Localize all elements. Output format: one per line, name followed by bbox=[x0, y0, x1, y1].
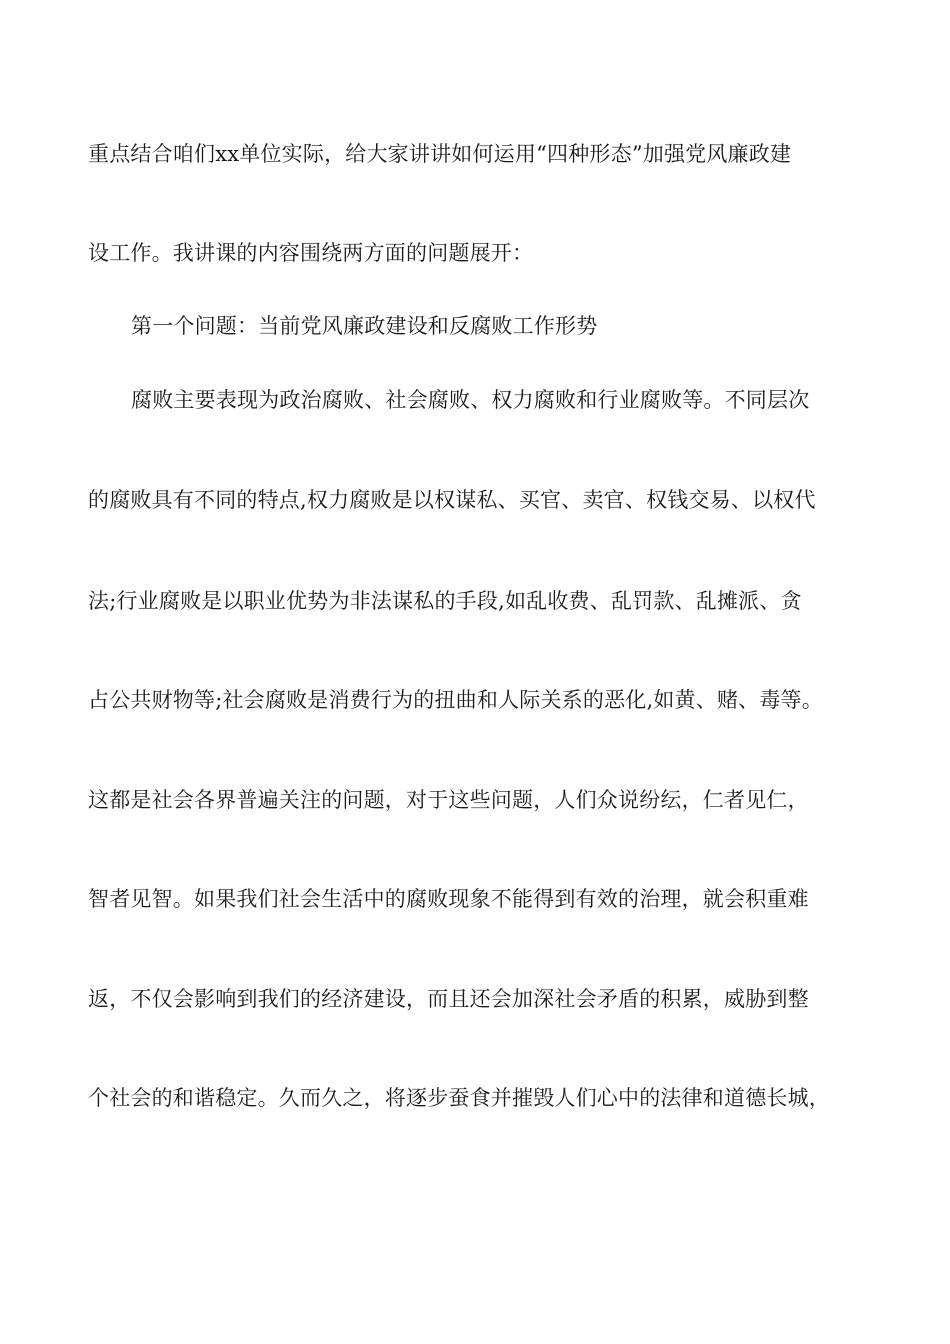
paragraph-line-2: 设工作。我讲课的内容围绕两方面的问题展开： bbox=[88, 241, 534, 265]
paragraph-line-7: 这都是社会各界普遍关注的问题，对于这些问题，人们众说纷纭，仁者见仁， bbox=[88, 788, 809, 812]
paragraph-line-1: 重点结合咱们xx单位实际，给大家讲讲如何运用“四种形态”加强党风廉政建 bbox=[88, 142, 792, 166]
paragraph-line-4: 的腐败具有不同的特点,权力腐败是以权谋私、买官、卖官、权钱交易、以权代 bbox=[88, 488, 816, 512]
paragraph-line-6: 占公共财物等;社会腐败是消费行为的扭曲和人际关系的恶化,如黄、赌、毒等。 bbox=[88, 688, 823, 712]
section-heading: 第一个问题：当前党风廉政建设和反腐败工作形势 bbox=[131, 314, 598, 338]
paragraph-line-5: 法;行业腐败是以职业优势为非法谋私的手段,如乱收费、乱罚款、乱摊派、贪 bbox=[88, 589, 802, 613]
paragraph-line-9: 返，不仅会影响到我们的经济建设，而且还会加深社会矛盾的积累，威胁到整 bbox=[88, 987, 809, 1011]
paragraph-line-3: 腐败主要表现为政治腐败、社会腐败、权力腐败和行业腐败等。不同层次 bbox=[131, 388, 810, 412]
paragraph-line-8: 智者见智。如果我们社会生活中的腐败现象不能得到有效的治理，就会积重难 bbox=[88, 887, 809, 911]
paragraph-line-10: 个社会的和谐稳定。久而久之，将逐步蚕食并摧毁人们心中的法律和道德长城， bbox=[88, 1086, 830, 1110]
